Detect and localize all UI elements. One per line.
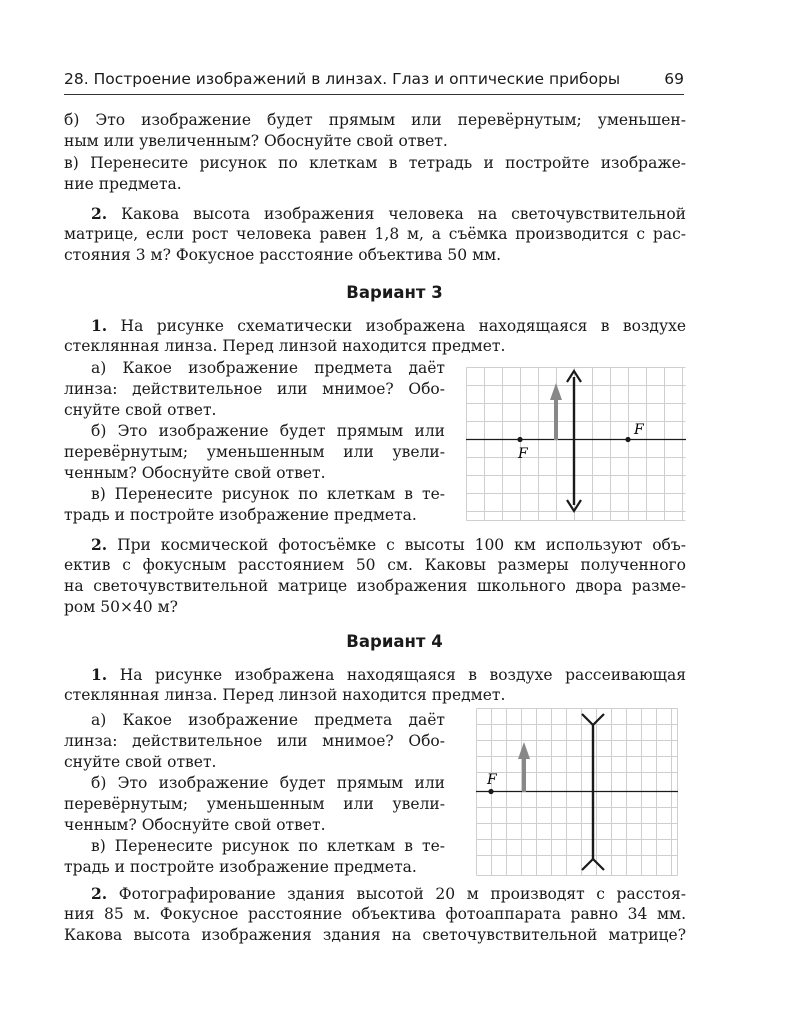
v3-task1-line-2: стеклянная линза. Перед линзой находится предмет.: [64, 337, 506, 355]
v4-task2-line-3: Какова высота изображения здания на светочувствительной матрице?: [64, 926, 686, 944]
intro-task2-line-3: стояния 3 м? Фокусное расстояние объектива 50 мм.: [64, 246, 502, 264]
v3-focus-right-label: F: [634, 422, 644, 438]
page-number: 69: [664, 70, 684, 88]
v3-b-line-1: б) Это изображение будет прямым или: [91, 422, 445, 440]
page-header: [64, 70, 684, 95]
variant3-heading: Вариант 3: [346, 283, 443, 302]
v3-b-line-3: ченным? Обоснуйте свой ответ.: [64, 464, 326, 482]
task-number: 2.: [91, 204, 108, 223]
v4-focus-point: [488, 789, 493, 794]
v3-focus-left-point: [517, 437, 522, 442]
task-text: Какова высота изображения человека на светочувствительной: [107, 205, 686, 223]
v3-task2-line-4: ром 50×40 м?: [64, 598, 178, 616]
v4-object-arrow: [518, 742, 530, 792]
v4-a-line-3: снуйте свой ответ.: [64, 753, 217, 771]
v4-b-line-1: б) Это изображение будет прямым или: [91, 774, 445, 792]
v4-b-line-2: перевёрнутым; уменьшенным или увели-: [64, 795, 445, 813]
v4-v-line-1: в) Перенесите рисунок по клеткам в те-: [91, 837, 445, 855]
v4-v-line-2: традь и постройте изображение предмета.: [64, 858, 417, 876]
v3-converging-lens: [567, 371, 581, 511]
v3-task1-line-1: [91, 315, 686, 337]
intro-task2-line-1: [91, 203, 686, 225]
v3-task2-line-3: на светочувствительной матрице изображения школьного двора разме-: [64, 577, 686, 595]
v3-a-line-2: линза: действительное или мнимое? Обо-: [64, 380, 445, 398]
v4-task1-line-1: [91, 664, 686, 686]
variant4-heading: Вариант 4: [346, 632, 443, 651]
v3-task2-line-2: ектив с фокусным расстоянием 50 см. Каковы размеры полученного: [64, 556, 686, 574]
task-number: 1.: [91, 316, 108, 335]
task-text: Фотографирование здания высотой 20 м производят с расстоя-: [107, 885, 686, 903]
task-text: На рисунке изображена находящаяся в воздухе рассеивающая: [107, 666, 686, 684]
task-text: При космической фотосъёмке с высоты 100 км используют объ-: [107, 536, 686, 554]
v3-a-line-1: а) Какое изображение предмета даёт: [91, 359, 445, 377]
v3-b-line-2: перевёрнутым; уменьшенным или увели-: [64, 443, 445, 461]
intro-b-line-2: ным или увеличенным? Обоснуйте свой ответ.: [64, 132, 448, 150]
task-number: 2.: [91, 535, 108, 554]
intro-v-line-2: ние предмета.: [64, 175, 182, 193]
v3-object-arrow: [550, 383, 562, 440]
intro-task2-line-2: матрице, если рост человека равен 1,8 м, а съёмка производится с рас-: [64, 225, 686, 243]
intro-b-line-1: б) Это изображение будет прямым или перевёрнутым; уменьшен-: [64, 111, 686, 129]
v4-task2-line-1: [91, 883, 686, 905]
v3-v-line-2: традь и постройте изображение предмета.: [64, 506, 417, 524]
v4-lens-figure: [476, 708, 678, 876]
task-number: 1.: [91, 665, 108, 684]
v4-a-line-1: а) Какое изображение предмета даёт: [91, 711, 445, 729]
v4-task2-line-2: ния 85 м. Фокусное расстояние объектива фотоаппарата равно 34 мм.: [64, 905, 686, 923]
v3-focus-left-label: F: [518, 446, 528, 462]
v3-focus-right-point: [625, 437, 630, 442]
v4-b-line-3: ченным? Обоснуйте свой ответ.: [64, 816, 326, 834]
v3-a-line-3: снуйте свой ответ.: [64, 401, 217, 419]
v4-task1-line-2: стеклянная линза. Перед линзой находится предмет.: [64, 686, 506, 704]
v4-focus-label: F: [487, 772, 497, 788]
v3-task2-line-1: [91, 534, 686, 556]
v4-a-line-2: линза: действительное или мнимое? Обо-: [64, 732, 445, 750]
task-text: На рисунке схематически изображена находящаяся в воздухе: [107, 317, 686, 335]
v3-grid: [467, 368, 686, 521]
task-number: 2.: [91, 884, 108, 903]
chapter-title: 28. Построение изображений в линзах. Глаз и оптические приборы: [64, 70, 621, 88]
v3-v-line-1: в) Перенесите рисунок по клеткам в те-: [91, 485, 445, 503]
v3-lens-figure: [466, 367, 686, 521]
intro-v-line-1: в) Перенесите рисунок по клеткам в тетрадь и постройте изображе-: [64, 154, 686, 172]
